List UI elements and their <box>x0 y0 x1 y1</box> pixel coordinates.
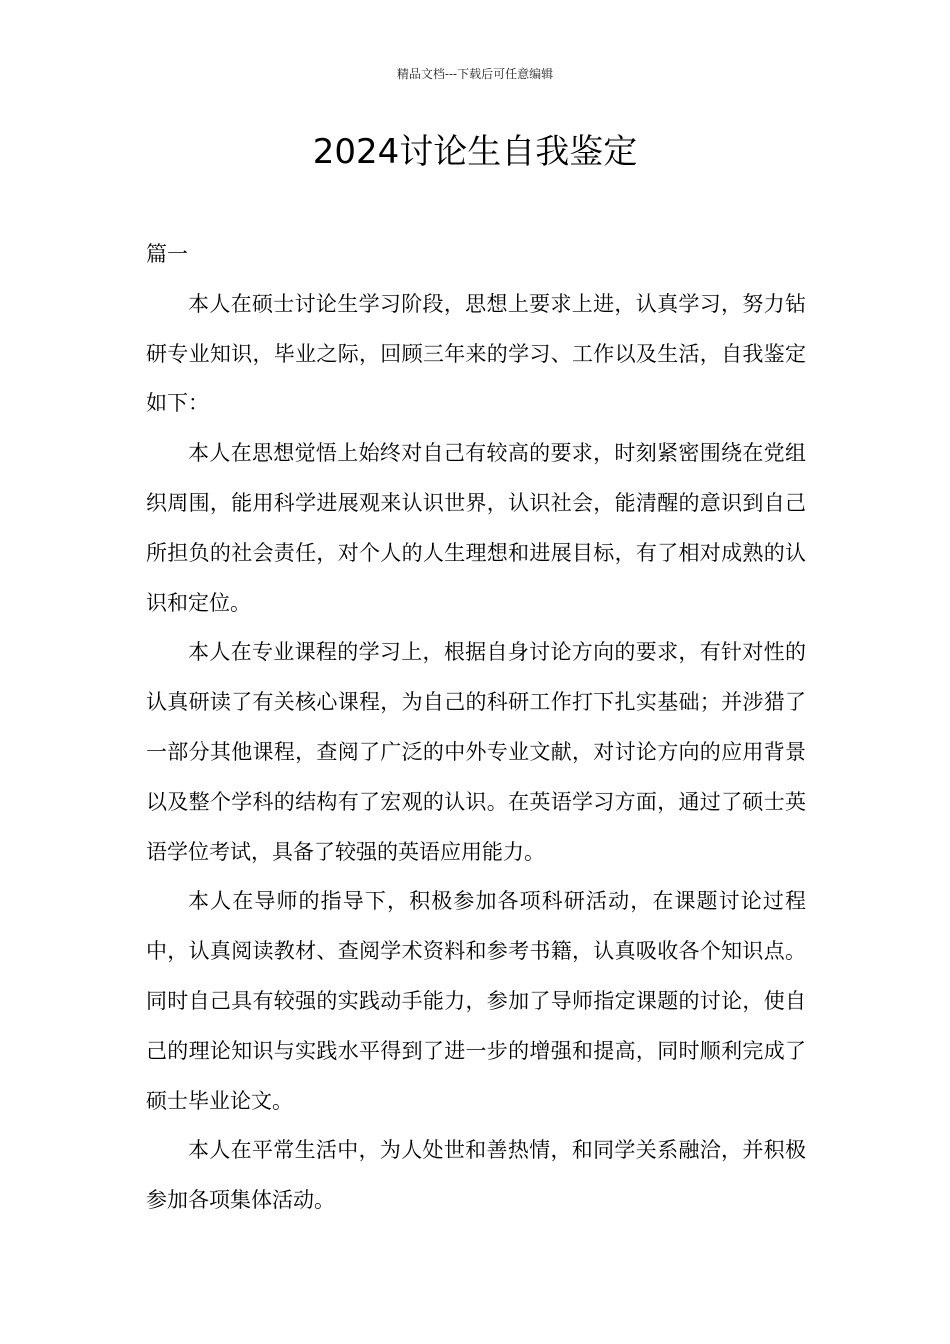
section-label: 篇一 <box>146 242 188 266</box>
header-note: 精品文档---下载后可任意编辑 <box>396 67 554 81</box>
paragraph-research: 本人在导师的指导下，积极参加各项科研活动，在课题讨论过程中，认真阅读教材、查阅学术资料和参考书籍，认真吸收各个知识点。同时自己具有较强的实践动手能力，参加了导师指定课题的讨论，使自己的理论知识与实践水平得到了进一步的增强和提高，同时顺利完成了硕士毕业论文。 <box>146 889 806 1113</box>
paragraph-coursework: 本人在专业课程的学习上，根据自身讨论方向的要求，有针对性的认真研读了有关核心课程，为自己的科研工作打下扎实基础；并涉猎了一部分其他课程，查阅了广泛的中外专业文献，对讨论方向的应用背景以及整个学科的结构有了宏观的认识。在英语学习方面，通过了硕士英语学位考试，具备了较强的英语应用能力。 <box>146 640 806 864</box>
paragraph-intro: 本人在硕士讨论生学习阶段，思想上要求上进，认真学习，努力钻研专业知识，毕业之际，回顾三年来的学习、工作以及生活，自我鉴定如下： <box>146 291 806 416</box>
paragraph-ideology: 本人在思想觉悟上始终对自己有较高的要求，时刻紧密围绕在党组织周围，能用科学进展观来认识世界，认识社会，能清醒的意识到自己所担负的社会责任，对个人的人生理想和进展目标，有了相对成熟的认识和定位。 <box>146 441 806 615</box>
document-title: 2024讨论生自我鉴定 <box>312 132 638 172</box>
paragraph-daily-life: 本人在平常生活中，为人处世和善热情，和同学关系融洽，并积极参加各项集体活动。 <box>146 1138 806 1213</box>
document-body <box>146 230 806 1226</box>
